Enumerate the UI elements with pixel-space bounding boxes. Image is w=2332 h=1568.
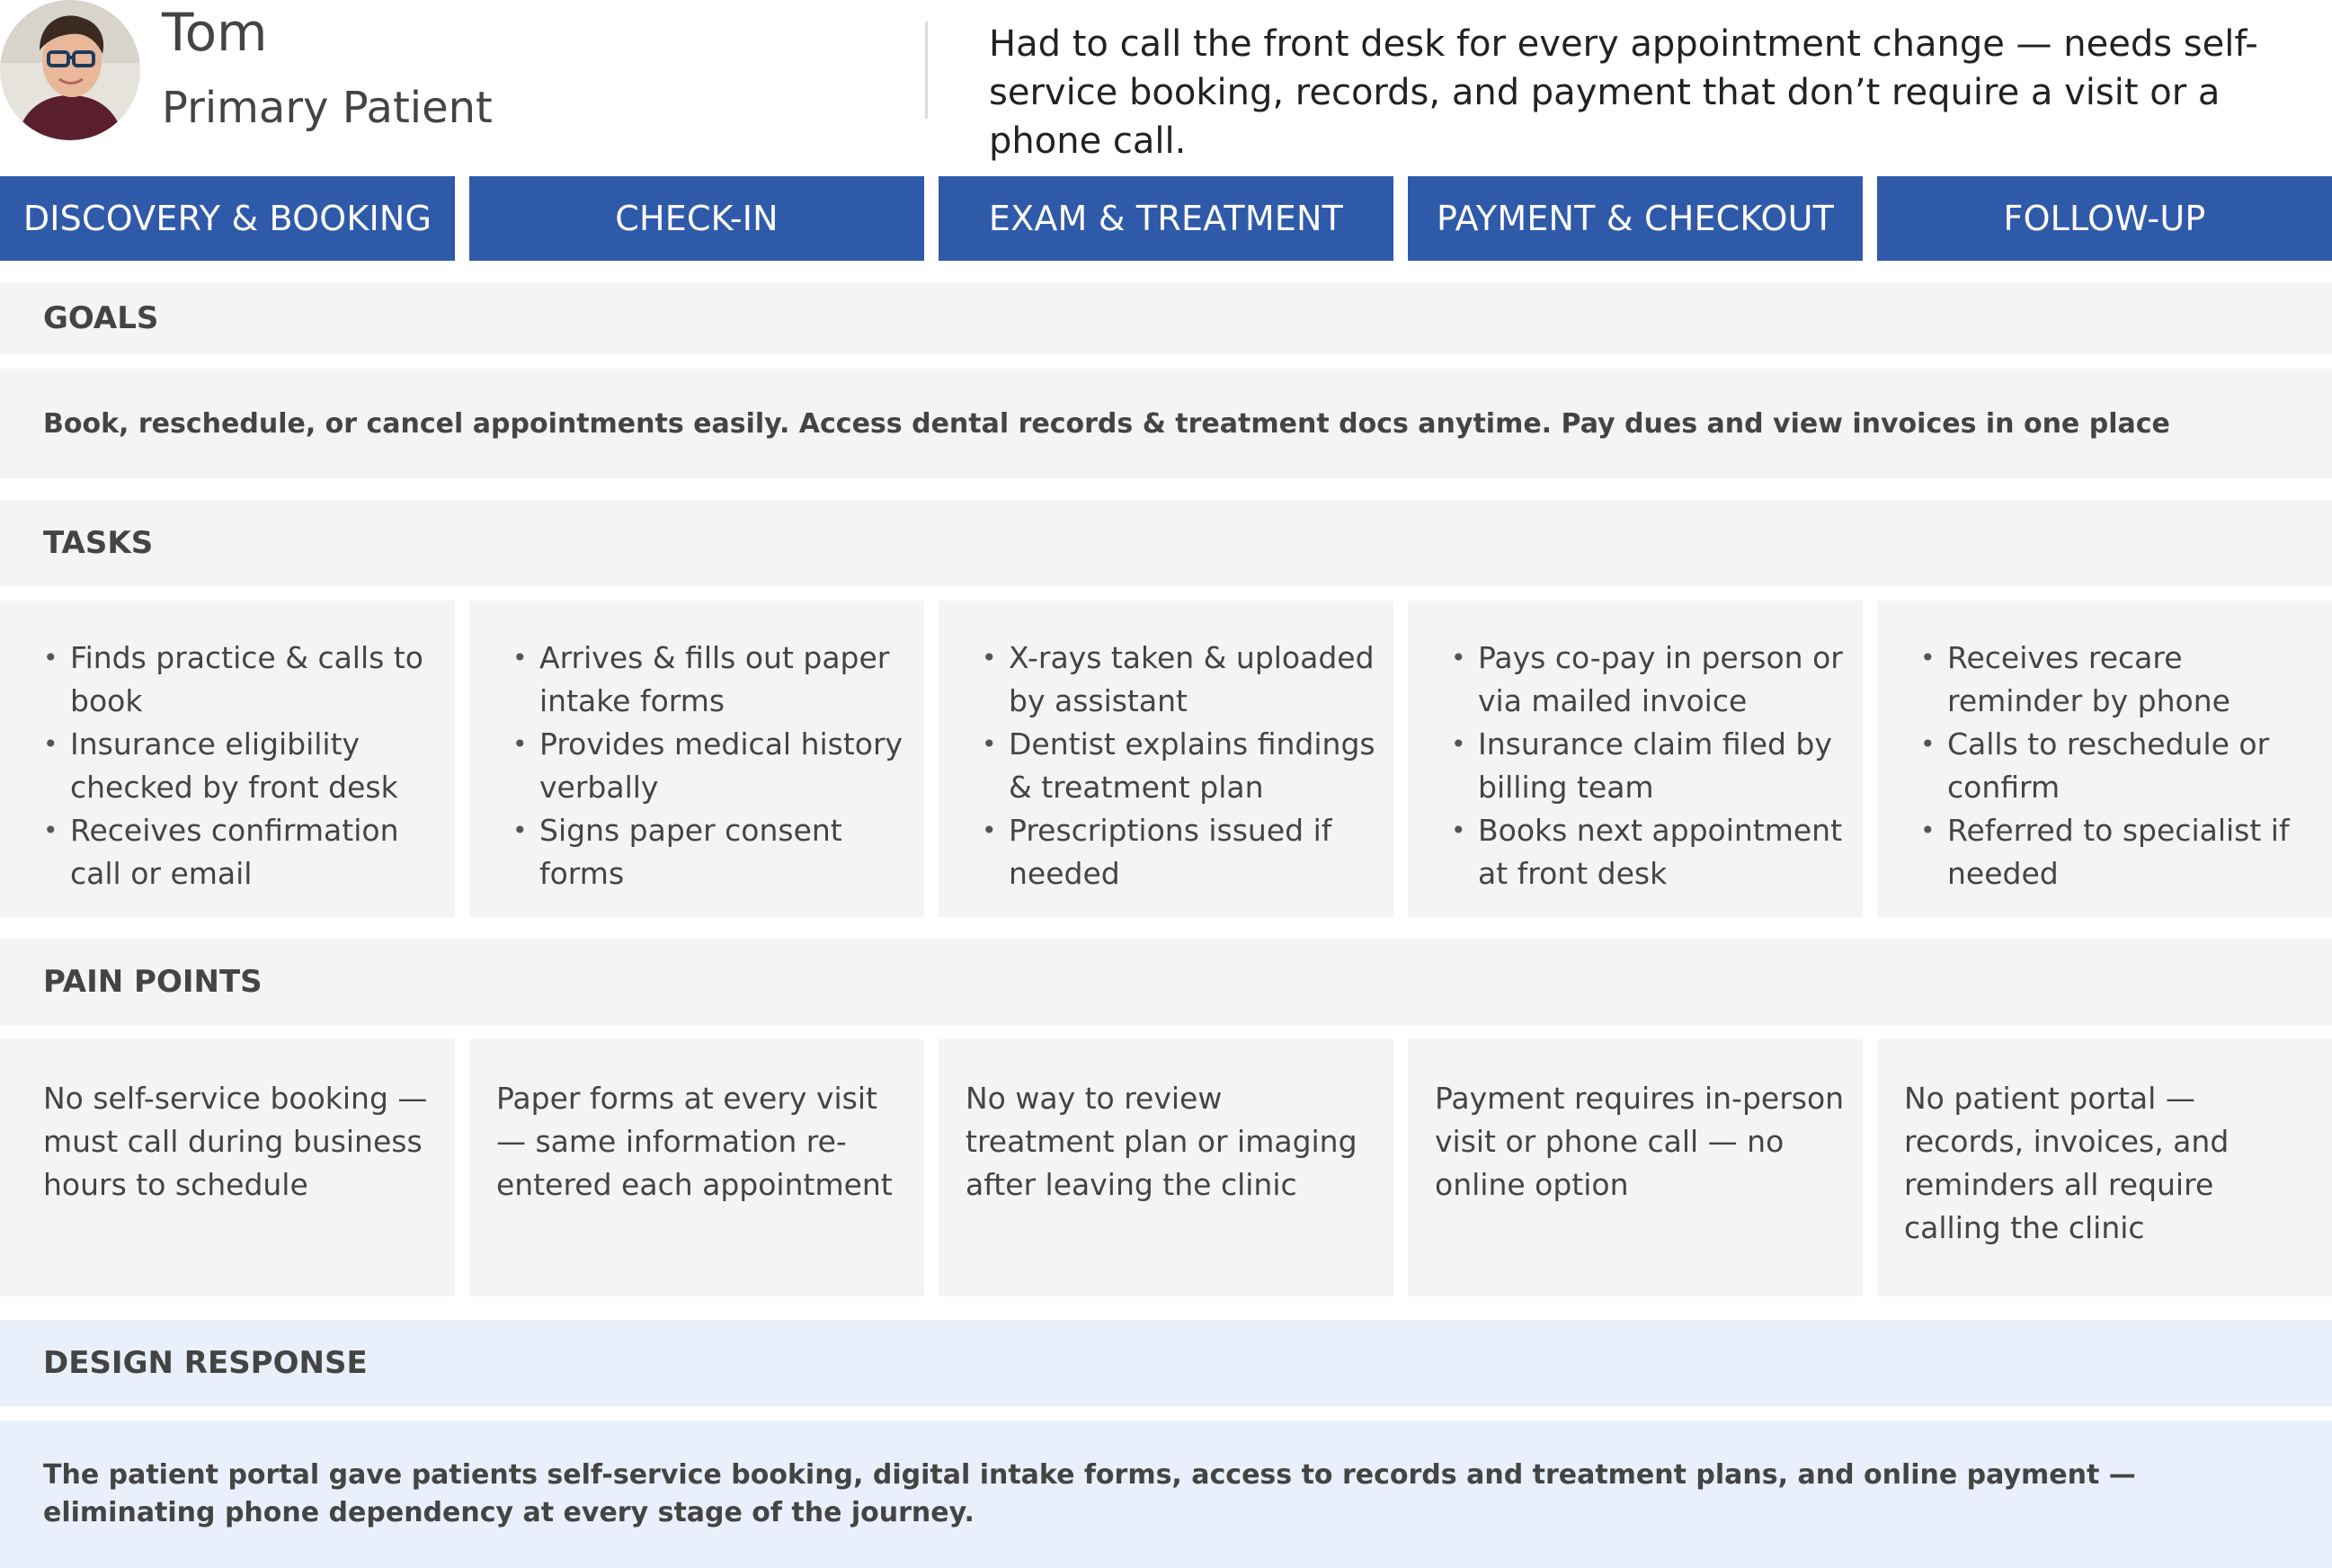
design-response-label: DESIGN RESPONSE	[0, 1320, 2332, 1406]
task-item: • Arrives & fills out paper intake forms	[512, 637, 906, 723]
task-item: • X-rays taken & uploaded by assistant	[982, 637, 1375, 723]
task-list	[1451, 637, 1845, 895]
task-item: • Signs paper consent forms	[512, 809, 906, 895]
pain-card-exam-treatment	[939, 1039, 1393, 1296]
pain-points-label: PAIN POINTS	[0, 939, 2332, 1025]
pain-card-discovery-booking	[0, 1039, 455, 1296]
phase-header-exam-treatment: EXAM & TREATMENT	[939, 176, 1393, 261]
pain-point-text: Paper forms at every visit — same information re-entered each appointment	[496, 1081, 893, 1202]
pain-point-text: No patient portal — records, invoices, and reminders all require calling the clinic	[1904, 1081, 2230, 1245]
task-card-check-in	[469, 601, 924, 917]
task-card-payment-checkout	[1408, 601, 1863, 917]
task-item: • Finds practice & calls to book	[43, 637, 437, 723]
task-item: • Insurance claim filed by billing team	[1451, 723, 1845, 809]
pain-point-text: No way to review treatment plan or imaging after leaving the clinic	[966, 1081, 1357, 1202]
task-item: • Receives confirmation call or email	[43, 809, 437, 895]
task-list	[512, 637, 906, 895]
pain-point-text: No self-service booking — must call during business hours to schedule	[43, 1081, 428, 1202]
task-item: • Pays co-pay in person or via mailed invoice	[1451, 637, 1845, 723]
phase-header-check-in: CHECK-IN	[469, 176, 924, 261]
pain-card-payment-checkout	[1408, 1039, 1863, 1296]
header-divider	[925, 22, 928, 119]
task-item: • Receives recare reminder by phone	[1920, 637, 2314, 723]
persona-quote: Had to call the front desk for every appointment change — needs self-service booking, records, and payment that don’t require a visit or a phone call.	[989, 23, 2258, 162]
pain-point-text: Payment requires in-person visit or phone call — no online option	[1435, 1081, 1845, 1202]
task-list	[43, 637, 437, 895]
task-item: • Books next appointment at front desk	[1451, 809, 1845, 895]
phase-header-follow-up: FOLLOW-UP	[1877, 176, 2332, 261]
task-card-discovery-booking	[0, 601, 455, 917]
task-item: • Provides medical history verbally	[512, 723, 906, 809]
persona-role: Primary Patient	[162, 83, 493, 133]
goals-label: GOALS	[0, 282, 2332, 354]
pain-card-check-in	[469, 1039, 924, 1296]
task-list	[982, 637, 1375, 895]
goals-text: Book, reschedule, or cancel appointments easily. Access dental records & treatment docs anytime. Pay dues and view invoices in one place	[0, 369, 2332, 478]
design-response-text: The patient portal gave patients self-service booking, digital intake forms, access to records and treatment plans, and online payment — eliminating phone dependency at every stage of the journey.	[0, 1421, 2332, 1568]
task-item: • Referred to specialist if needed	[1920, 809, 2314, 895]
persona-avatar	[0, 0, 140, 140]
pain-card-follow-up	[1877, 1039, 2332, 1296]
task-item: • Dentist explains findings & treatment plan	[982, 723, 1375, 809]
phase-header-discovery-booking: DISCOVERY & BOOKING	[0, 176, 455, 261]
persona-name: Tom	[162, 2, 268, 63]
task-item: • Prescriptions issued if needed	[982, 809, 1375, 895]
task-card-follow-up	[1877, 601, 2332, 917]
task-item: • Calls to reschedule or confirm	[1920, 723, 2314, 809]
tasks-label: TASKS	[0, 500, 2332, 586]
persona-photo	[0, 0, 140, 140]
task-list	[1920, 637, 2314, 895]
task-item: • Insurance eligibility checked by front desk	[43, 723, 437, 809]
phase-header-payment-checkout: PAYMENT & CHECKOUT	[1408, 176, 1863, 261]
task-card-exam-treatment	[939, 601, 1393, 917]
